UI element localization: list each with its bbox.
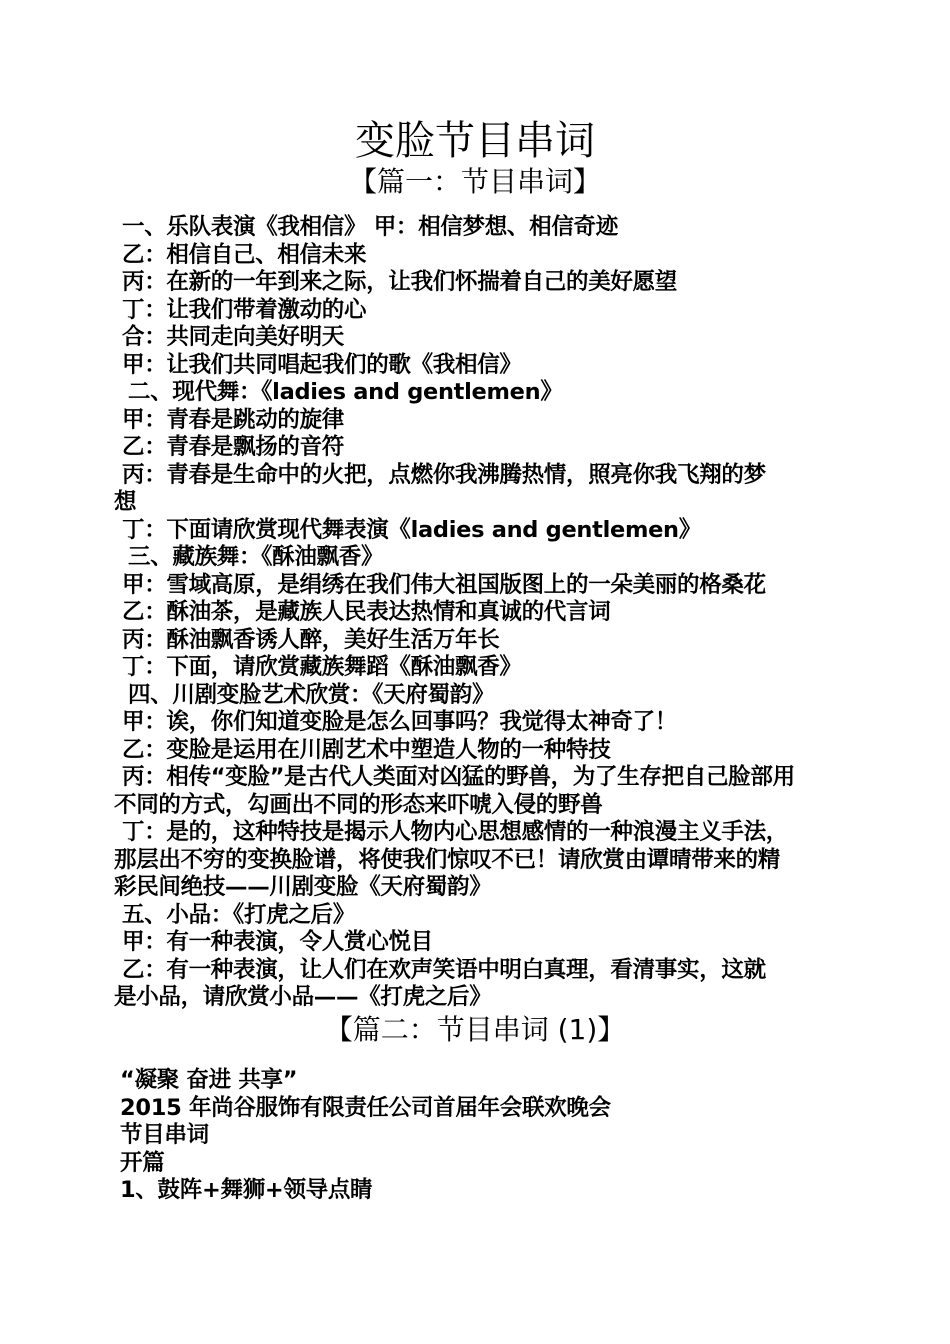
text-line: 甲：青春是跳动的旋律 bbox=[122, 406, 345, 433]
text-line: 四、川剧变脸艺术欣赏：《天府蜀韵》 bbox=[128, 681, 495, 708]
text-line: 乙：青春是飘扬的音符 bbox=[122, 434, 345, 460]
text-line: 丙：青春是生命中的火把，点燃你我沸腾热情，照亮你我飞翔的梦 bbox=[122, 461, 766, 488]
text-line: 丁：下面请欣赏现代舞表演《ladies and gentlemen》 bbox=[122, 516, 701, 543]
text-line: 甲：有一种表演，令人赏心悦目 bbox=[122, 929, 433, 955]
text-line: “凝聚 奋进 共享” bbox=[120, 1067, 298, 1093]
text-line: 想 bbox=[114, 489, 137, 515]
text-line: 乙：相信自己、相信未来 bbox=[122, 241, 367, 268]
text-line: 甲：雪域高原，是绢绣在我们伟大祖国版图上的一朵美丽的格桑花 bbox=[122, 571, 766, 598]
text-line: 一、乐队表演《我相信》 甲：相信梦想、相信奇迹 bbox=[122, 214, 618, 240]
text-line: 那层出不穷的变换脸谱，将使我们惊叹不已！请欣赏由谭晴带来的精 bbox=[114, 846, 781, 873]
text-line: 1、鼓阵+舞狮+领导点睛 bbox=[120, 1177, 373, 1203]
section-2-body bbox=[120, 1067, 820, 1205]
text-line: 2015 年尚谷服饰有限责任公司首届年会联欢晚会 bbox=[120, 1094, 611, 1121]
text-line: 丙：酥油飘香诱人醉，美好生活万年长 bbox=[122, 626, 500, 653]
text-line: 节目串词 bbox=[120, 1122, 209, 1148]
text-line: 开篇 bbox=[120, 1149, 165, 1176]
text-line: 丁：让我们带着激动的心 bbox=[122, 296, 367, 323]
text-line: 乙：变脸是运用在川剧艺术中塑造人物的一种特技 bbox=[122, 736, 611, 763]
section-1-body bbox=[114, 214, 836, 1012]
text-line: 丙：相传“变脸”是古代人类面对凶猛的野兽，为了生存把自己脸部用 bbox=[122, 764, 795, 790]
section-heading-2: 【篇二：节目串词 (1)】 bbox=[324, 1013, 626, 1046]
text-line: 三、藏族舞：《酥油飘香》 bbox=[128, 544, 384, 570]
text-line: 丙：在新的一年到来之际，让我们怀揣着自己的美好愿望 bbox=[122, 269, 678, 295]
document-title: 变脸节目串词 bbox=[355, 118, 595, 164]
text-line: 彩民间绝技——川剧变脸《天府蜀韵》 bbox=[114, 874, 492, 900]
text-line: 五、小品：《打虎之后》 bbox=[122, 901, 355, 928]
section-heading-1: 【篇一：节目串词】 bbox=[348, 165, 601, 198]
text-line: 丁：下面，请欣赏藏族舞蹈《酥油飘香》 bbox=[122, 654, 522, 680]
text-line: 乙：酥油茶，是藏族人民表达热情和真诚的代言词 bbox=[122, 599, 611, 625]
text-line: 丁：是的，这种特技是揭示人物内心思想感情的一种浪漫主义手法， bbox=[122, 819, 789, 845]
text-line: 合：共同走向美好明天 bbox=[122, 324, 345, 350]
text-line: 甲：让我们共同唱起我们的歌《我相信》 bbox=[122, 351, 522, 378]
text-line: 二、现代舞：《ladies and gentlemen》 bbox=[128, 379, 563, 405]
text-line: 是小品，请欣赏小品——《打虎之后》 bbox=[114, 984, 492, 1010]
text-line: 甲：诶，你们知道变脸是怎么回事吗？我觉得太神奇了！ bbox=[122, 709, 678, 735]
text-line: 不同的方式，勾画出不同的形态来吓唬入侵的野兽 bbox=[114, 791, 603, 818]
text-line: 乙：有一种表演，让人们在欢声笑语中明白真理，看清事实，这就 bbox=[122, 956, 766, 983]
